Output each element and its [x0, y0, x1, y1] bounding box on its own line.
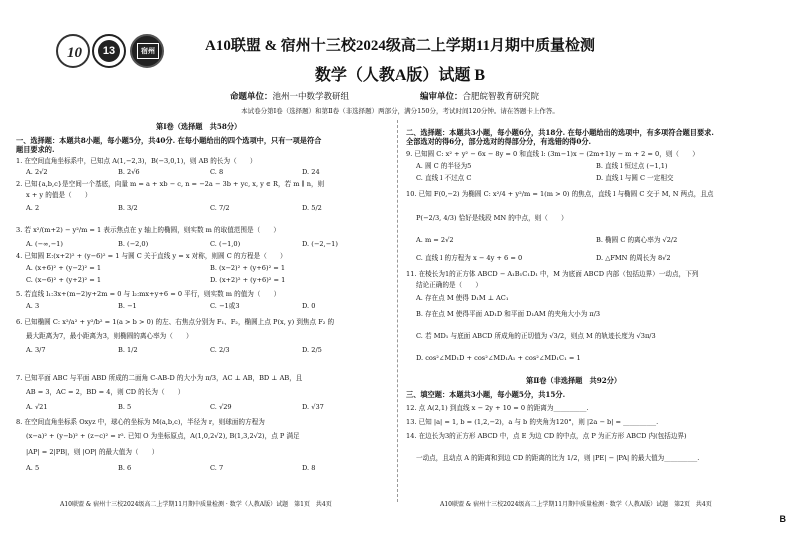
q10-option-c: C. 直线 l 的方程为 x − 4y + 6 = 0 [416, 254, 523, 262]
logo-badge-suzhou: 宿州 [137, 43, 159, 59]
q3-option-b: B. (−2,0) [118, 240, 149, 248]
exam-title: A10联盟 & 宿州十三校2024级高二上学期11月期中质量检测 [204, 38, 595, 54]
section-2-heading-cont: 全部选对的得6分，部分选对的得部分分，有选错的得0分. [406, 137, 592, 146]
q4-option-d: D. (x+2)² + (y+6)² = 1 [210, 276, 286, 284]
q3-option-a: A. (−∞,−1) [26, 240, 63, 248]
exam-subtitle: 数学（人教A版）试题 B [314, 67, 486, 84]
question-14-cont: 一动点，且动点 A 的距离和到边 CD 的距离的比为 1/2，则 |PE| − |PA| 的最大值为__________. [416, 454, 700, 462]
question-12: 12. 点 A(2,1) 到直线 x − 2y + 10 = 0 的距离为__________. [406, 404, 589, 412]
question-1: 1. 在空间直角坐标系中，已知点 A(1,−2,3)，B(−3,0,1)，则 AB 的长为（ ） [16, 157, 257, 165]
q10-option-b: B. 椭圆 C 的离心率为 √2/2 [596, 236, 678, 244]
volume-1-title: 第Ⅰ卷（选择题 共58分） [156, 122, 242, 131]
q2-option-c: C. 7/2 [210, 204, 230, 212]
question-3: 3. 若 x²/(m+2) − y²/m = 1 表示焦点在 y 轴上的椭圆，则实数 m 的取值范围是（ ） [16, 226, 280, 234]
proposer-label: 命题单位： [230, 92, 273, 102]
proposer-line [230, 90, 349, 102]
section-1-heading-cont: 题目要求的. [16, 145, 55, 154]
question-6: 6. 已知椭圆 C: x²/a² + y²/b² = 1(a > b > 0) 的左、右焦点分别为 F₁、F₂，椭圆上点 P(x, y) 到焦点 F₂ 的 [16, 318, 335, 326]
column-divider [397, 120, 398, 502]
q5-option-b: B. −1 [118, 302, 137, 310]
question-9: 9. 已知圆 C: x² + y² − 6x − 8y = 0 和直线 l: (3m−1)x − (2m+1)y − m + 2 = 0，则（ ） [406, 150, 699, 158]
q1-option-b: B. 2√6 [118, 168, 140, 176]
question-4: 4. 已知圆 E:(x+2)² + (y−6)² = 1 与圆 C 关于直线 y = x 对称，则圆 C 的方程是（ ） [16, 252, 287, 260]
question-10-cont: P(−2/3, 4/3) 恰好是线段 MN 的中点，则（ ） [416, 214, 568, 222]
question-2-cont: x + y 的值是（ ） [26, 191, 92, 199]
q5-option-c: C. −1或3 [210, 302, 240, 310]
svg-text:10: 10 [67, 45, 82, 61]
q4-option-c: C. (x−6)² + (y+2)² = 1 [26, 276, 102, 284]
question-6-cont: 最大距离为7，最小距离为3，则椭圆的离心率为（ ） [26, 332, 193, 340]
q7-option-c: C. √29 [210, 403, 232, 411]
q9-option-d: D. 直线 l 与圆 C 一定相交 [596, 174, 674, 182]
question-5: 5. 若直线 l₁:3x+(m−2)y+2m = 0 与 l₂:mx+y+6 = 0 平行，则实数 m 的值为（ ） [16, 290, 281, 298]
footer-page-2: A10联盟 & 宿州十三校2024级高二上学期11月期中质量检测 · 数学（人教A版）试题 第2页 共4页 [440, 501, 712, 508]
q1-option-d: D. 24 [302, 168, 320, 176]
q2-option-b: B. 3/2 [118, 204, 138, 212]
q8-option-a: A. 5 [26, 464, 40, 472]
question-8: 8. 在空间直角坐标系 Oxyz 中，球心的坐标为 M(a,b,c)，半径为 r，则球面的方程为 [16, 418, 265, 426]
question-10: 10. 已知 F(0,−2) 为椭圆 C: x²/4 + y²/m = 1(m > 0) 的焦点，直线 l 与椭圆 C 交于 M, N 两点，且点 [406, 190, 714, 198]
section-1-heading: 一、选择题：本题共8小题，每小题5分，共40分. 在每小题给出的四个选项中，只有一项是符合 [16, 136, 322, 145]
q6-option-d: D. 2/5 [302, 346, 322, 354]
q8-option-d: D. 8 [302, 464, 316, 472]
q9-option-a: A. 圆 C 的半径为5 [416, 162, 472, 170]
q10-option-d: D. △FMN 的周长为 8√2 [596, 254, 671, 262]
paper-version-mark: B [779, 514, 786, 524]
q4-option-b: B. (x−2)² + (y+6)² = 1 [210, 264, 286, 272]
q11-option-d: D. cos²∠MD₁D + cos²∠MD₁A₁ + cos²∠MD₁C₁ = 1 [416, 354, 581, 362]
q10-option-a: A. m = 2√2 [416, 236, 454, 244]
q7-option-b: B. 5 [118, 403, 132, 411]
question-7: 7. 已知平面 ABC 与平面 ABD 所成的二面角 C-AB-D 的大小为 π/3，AC ⊥ AB，BD ⊥ AB，且 [16, 374, 303, 382]
q11-option-a: A. 存在点 M 使得 D₁M ⊥ AC₁ [416, 294, 509, 302]
q5-option-d: D. 0 [302, 302, 316, 310]
q5-option-a: A. 3 [26, 302, 40, 310]
q1-option-c: C. 8 [210, 168, 224, 176]
question-8-cont2: |AP| = 2|PB|，则 |OP| 的最大值为（ ） [26, 448, 159, 456]
q1-option-a: A. 2√2 [26, 168, 48, 176]
question-14: 14. 在边长为3的正方形 ABCD 中，点 E 为边 CD 的中点，点 P 为正方形 ABCD 内(包括边界) [406, 432, 687, 440]
q7-option-d: D. √37 [302, 403, 324, 411]
question-2: 2. 已知{a,b,c}是空间一个基底，向量 m = a + xb − c, n = −2a − 3b + yc, x, y ∈ R，若 m ∥ n，则 [16, 180, 325, 188]
q9-option-b: B. 直线 l 恒过点 (−1,1) [596, 162, 668, 170]
editor-line [420, 90, 539, 102]
proposer-value: 池州一中数学教研组 [272, 92, 350, 102]
q6-option-c: C. 2/3 [210, 346, 230, 354]
editor-label: 编审单位： [420, 92, 463, 102]
question-11-cont: 结论正确的是（ ） [416, 281, 482, 289]
question-13: 13. 已知 |a| = 1, b = (1,2,−2)，a 与 b 的夹角为120°，则 |2a − b| = __________. [406, 418, 659, 426]
question-8-cont: (x−a)² + (y−b)² + (z−c)² = r². 已知 O 为坐标原点，A(1,0,2√2), B(1,3,2√2)，点 P 满足 [26, 432, 300, 440]
question-7-cont: AB = 3，AC = 2，BD = 4，则 CD 的长为（ ） [26, 388, 185, 396]
q3-option-c: C. (−1,0) [210, 240, 241, 248]
q7-option-a: A. √21 [26, 403, 48, 411]
q3-option-d: D. (−2,−1) [302, 240, 338, 248]
logo-badge-13: 13 [98, 40, 120, 62]
volume-2-title: 第Ⅱ卷（非选择题 共92分） [526, 376, 622, 385]
section-3-heading: 三、填空题：本题共3小题，每小题5分，共15分. [406, 390, 566, 399]
editor-value: 合肥皖智教育研究院 [462, 92, 540, 102]
q2-option-a: A. 2 [26, 204, 40, 212]
exam-note: 本试卷分第Ⅰ卷（选择题）和第Ⅱ卷（非选择题）两部分，满分150分，考试时间120分钟。请在答题卡上作答。 [241, 107, 559, 115]
section-2-heading: 二、选择题：本题共3小题，每小题6分，共18分. 在每小题给出的选项中，有多项符合题目要求. [406, 128, 714, 137]
q6-option-a: A. 3/7 [26, 346, 46, 354]
q6-option-b: B. 1/2 [118, 346, 138, 354]
footer-page-1: A10联盟 & 宿州十三校2024级高二上学期11月期中质量检测 · 数学（人教A版）试题 第1页 共4页 [60, 501, 332, 508]
question-11: 11. 在棱长为1的正方体 ABCD − A₁B₁C₁D₁ 中，M 为底面 ABCD 内部（包括边界）一动点，下列 [406, 270, 699, 278]
q11-option-b: B. 存在点 M 使得平面 AD₁D 和平面 D₁AM 的夹角大小为 π/3 [416, 310, 601, 318]
q4-option-a: A. (x+6)² + (y−2)² = 1 [26, 264, 102, 272]
q8-option-b: B. 6 [118, 464, 132, 472]
q9-option-c: C. 直线 l 不过点 C [416, 174, 472, 182]
q8-option-c: C. 7 [210, 464, 224, 472]
q2-option-d: D. 5/2 [302, 204, 322, 212]
q11-option-c: C. 若 MD₁ 与底面 ABCD 所成角的正切值为 √3/2，则点 M 的轨迹长度为 √3π/3 [416, 332, 656, 340]
